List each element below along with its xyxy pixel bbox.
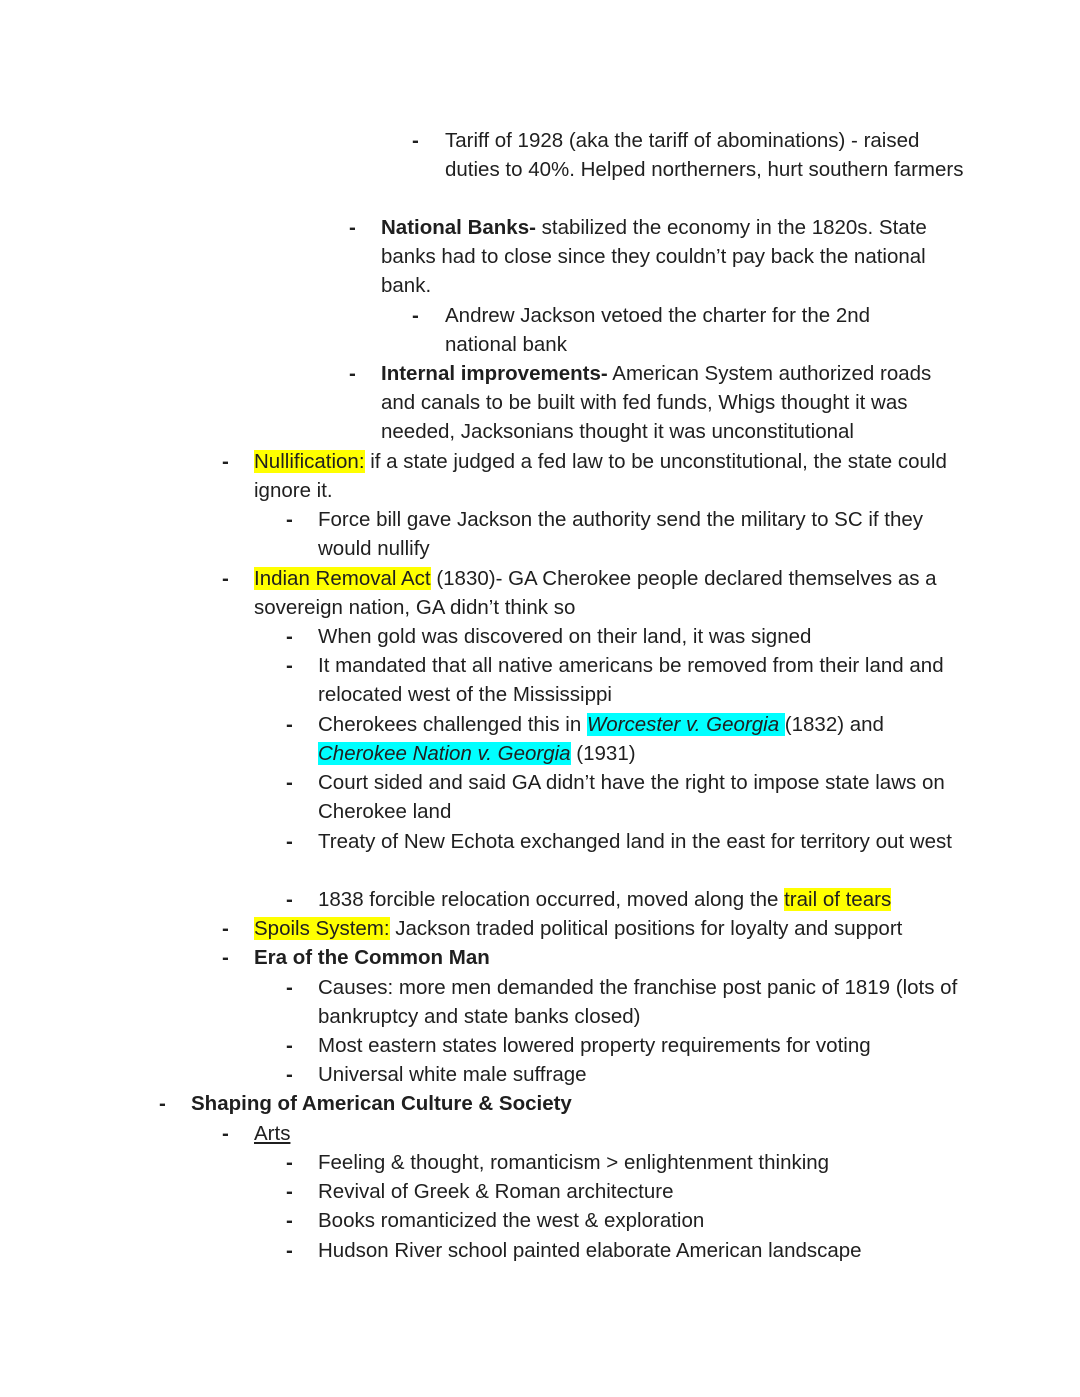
worcester-year: (1832) and	[784, 713, 884, 736]
bullet-dash: -	[286, 508, 293, 531]
causes-item: Causes: more men demanded the franchise post panic of 1819 (lots of bankruptcy and state banks closed)	[318, 976, 958, 1029]
spoils-item	[254, 914, 974, 943]
arts-item: Hudson River school painted elaborate American landscape	[318, 1239, 862, 1262]
bullet-dash: -	[286, 830, 293, 853]
bullet-dash: -	[412, 304, 419, 327]
bullet-dash: -	[286, 625, 293, 648]
cherokee-nation-year: (1931)	[570, 742, 636, 766]
spoils-text: Jackson traded political positions for loyalty and support	[389, 917, 903, 940]
bullet-dash: -	[286, 976, 293, 999]
bullet-dash: -	[222, 450, 229, 473]
nullification-term: Nullification:	[254, 450, 365, 473]
arts-item: Revival of Greek & Roman architecture	[318, 1180, 674, 1203]
challenged-item	[318, 710, 958, 768]
bullet-dash: -	[286, 654, 293, 677]
arts-item: Feeling & thought, romanticism > enlightenment thinking	[318, 1151, 830, 1174]
spoils-term: Spoils System:	[254, 917, 390, 940]
national-banks-text: stabilized the economy in the 1820s. State banks had to close since they couldn’t pay back the national bank.	[381, 216, 927, 298]
bullet-dash: -	[222, 946, 229, 969]
bullet-dash: -	[286, 1034, 293, 1057]
arts-label: Arts	[254, 1122, 291, 1145]
bullet-dash: -	[222, 917, 229, 940]
internal-improvements-text: American System authorized roads and canals to be built with fed funds, Whigs thought it was needed, Jacksonians thought it was unconstitutional	[381, 362, 932, 444]
bullet-dash: -	[412, 129, 419, 152]
property-item: Most eastern states lowered property requirements for voting	[318, 1034, 871, 1057]
trail-of-tears: trail of tears	[784, 888, 892, 911]
national-banks-term: National Banks-	[381, 216, 536, 239]
relocation-item	[318, 885, 978, 914]
bullet-dash: -	[349, 362, 356, 385]
suffrage-item: Universal white male suffrage	[318, 1063, 587, 1086]
treaty-item: Treaty of New Echota exchanged land in the east for territory out west	[318, 830, 952, 853]
nullification-text: if a state judged a fed law to be unconstitutional, the state could ignore it.	[254, 450, 947, 503]
bullet-dash: -	[159, 1092, 166, 1115]
bullet-dash: -	[286, 1063, 293, 1086]
relocation-prefix: 1838 forcible relocation occurred, moved along the	[318, 888, 785, 911]
force-bill-item: Force bill gave Jackson the authority send the military to SC if they would nullify	[318, 508, 924, 561]
bullet-dash: -	[286, 713, 293, 736]
mandated-item: It mandated that all native americans be removed from their land and relocated west of the Mississippi	[318, 654, 944, 707]
internal-improvements-term: Internal improvements-	[381, 362, 608, 385]
gold-item: When gold was discovered on their land, it was signed	[318, 625, 812, 648]
worcester-case: Worcester v. Georgia	[586, 713, 785, 736]
bullet-dash: -	[286, 1180, 293, 1203]
bullet-dash: -	[349, 216, 356, 239]
common-man-heading: Era of the Common Man	[254, 946, 490, 969]
bullet-dash: -	[286, 1209, 293, 1232]
culture-heading: Shaping of American Culture & Society	[191, 1092, 572, 1115]
bullet-dash: -	[286, 888, 293, 911]
tariff-item: Tariff of 1928 (aka the tariff of abominations) - raised duties to 40%. Helped northerners, hurt southern farmers	[445, 129, 964, 182]
challenged-prefix: Cherokees challenged this in	[318, 713, 587, 736]
bullet-dash: -	[286, 1151, 293, 1174]
bullet-dash: -	[286, 771, 293, 794]
bullet-dash: -	[286, 1239, 293, 1262]
cherokee-nation-case: Cherokee Nation v. Georgia	[318, 742, 571, 766]
indian-removal-term: Indian Removal Act	[254, 567, 431, 590]
court-item: Court sided and said GA didn’t have the right to impose state laws on Cherokee land	[318, 771, 945, 824]
indian-removal-item	[254, 564, 964, 622]
indian-removal-text: (1830)- GA Cherokee people declared themselves as a sovereign nation, GA didn’t think so	[254, 567, 937, 620]
bullet-dash: -	[222, 1122, 229, 1145]
jackson-veto-item: Andrew Jackson vetoed the charter for the 2nd national bank	[445, 304, 871, 357]
bullet-dash: -	[222, 567, 229, 590]
national-banks-item	[381, 213, 961, 301]
nullification-item	[254, 447, 954, 505]
arts-item: Books romanticized the west & exploration	[318, 1209, 705, 1232]
internal-improvements-item	[381, 359, 961, 447]
